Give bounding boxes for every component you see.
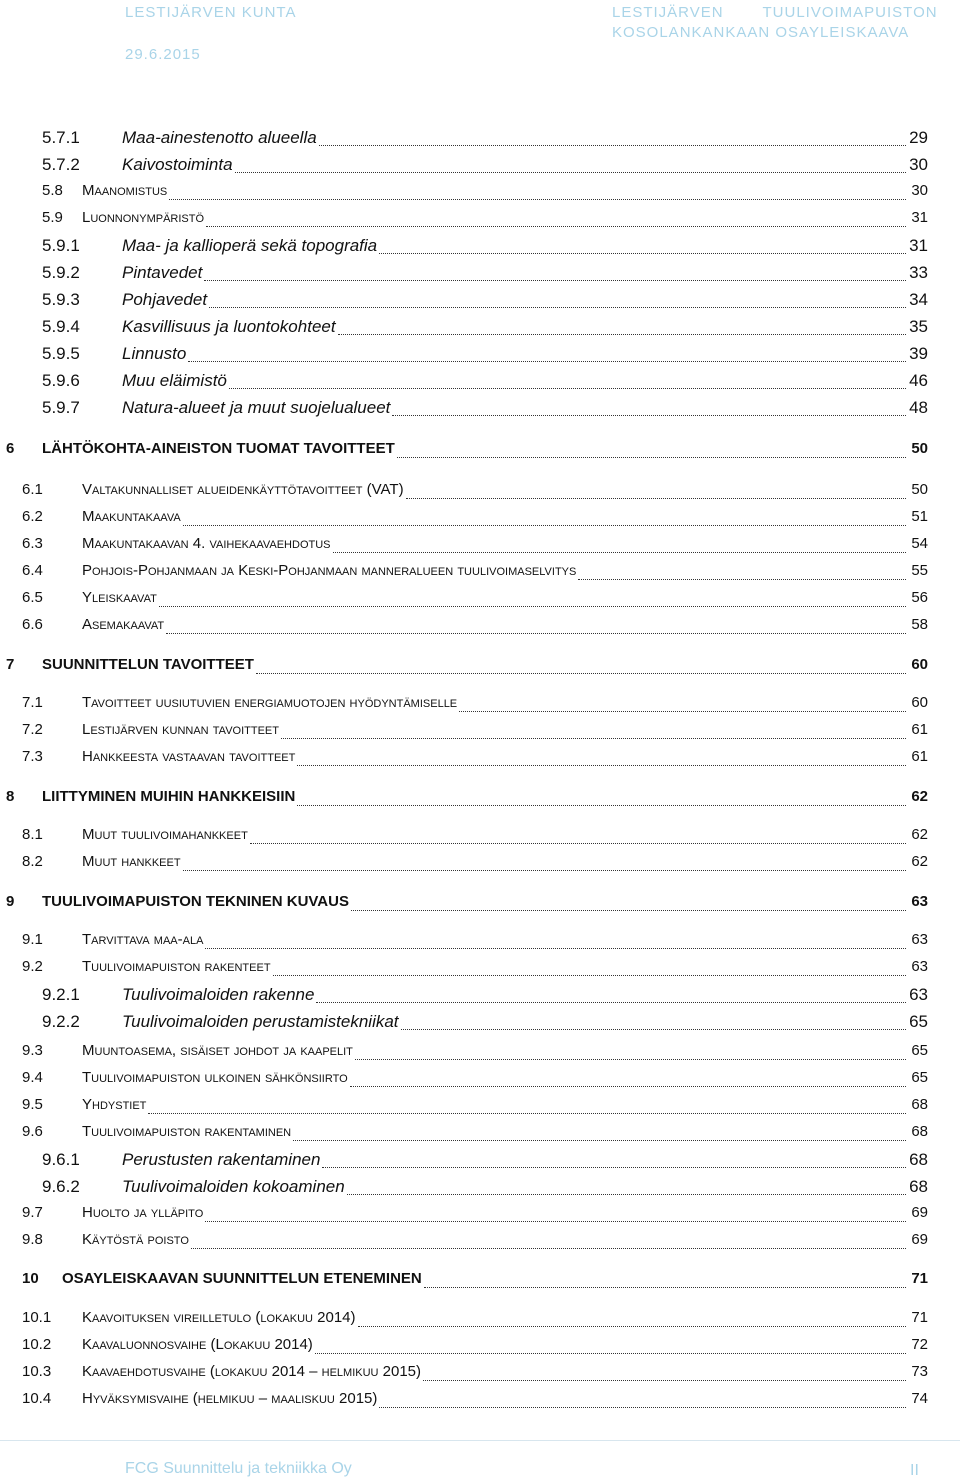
toc-entry[interactable] xyxy=(42,182,928,204)
toc-entry[interactable] xyxy=(42,371,928,393)
toc-entry-number: 9.6 xyxy=(22,1123,43,1140)
toc-entry[interactable] xyxy=(42,155,928,177)
toc-entry[interactable] xyxy=(22,826,928,848)
toc-dot-leader xyxy=(235,171,906,173)
toc-entry-page: 39 xyxy=(909,344,928,363)
toc-entry-page: 55 xyxy=(911,562,928,579)
toc-entry-title: Muut tuulivoimahankkeet xyxy=(82,826,248,843)
toc-entry-title: Huolto ja ylläpito xyxy=(82,1204,204,1221)
toc-entry-page: 65 xyxy=(909,1012,928,1031)
toc-entry-number: 8.1 xyxy=(22,826,43,843)
toc-entry-number: 5.9.7 xyxy=(42,398,80,417)
toc-entry-title: Maa- ja kallioperä sekä topografia xyxy=(122,236,378,255)
toc-entry-number: 9.5 xyxy=(22,1096,43,1113)
toc-entry[interactable] xyxy=(42,398,928,420)
toc-dot-leader xyxy=(204,279,906,281)
toc-entry-page: 68 xyxy=(911,1096,928,1113)
toc-entry-title: Kasvillisuus ja luontokohteet xyxy=(122,317,336,336)
toc-dot-leader xyxy=(347,1193,906,1195)
toc-entry-title: LIITTYMINEN MUIHIN HANKKEISIIN xyxy=(42,788,296,805)
toc-dot-leader xyxy=(169,198,906,200)
toc-entry-page: 30 xyxy=(911,182,928,199)
toc-entry[interactable] xyxy=(22,1390,928,1412)
toc-entry-number: 7.1 xyxy=(22,694,43,711)
toc-entry-title: OSAYLEISKAAVAN SUUNNITTELUN ETENEMINEN xyxy=(62,1270,422,1287)
toc-dot-leader xyxy=(333,551,906,553)
toc-entry-number: 7 xyxy=(6,656,15,673)
toc-entry-number: 6.3 xyxy=(22,535,43,552)
toc-entry-page: 60 xyxy=(911,694,928,711)
toc-entry-number: 8.2 xyxy=(22,853,43,870)
toc-entry-title: Kaavaehdotusvaihe (lokakuu 2014 – helmikuu 2015) xyxy=(82,1363,422,1380)
toc-entry[interactable] xyxy=(6,788,928,810)
footer-divider xyxy=(0,1440,960,1441)
toc-entry-number: 9.6.2 xyxy=(42,1177,80,1196)
toc-entry[interactable] xyxy=(42,290,928,312)
toc-entry[interactable] xyxy=(6,440,928,462)
toc-entry-number: 5.9.3 xyxy=(42,290,80,309)
toc-entry-title: Hankkeesta vastaavan tavoitteet xyxy=(82,748,296,765)
toc-entry-title: Muut hankkeet xyxy=(82,853,181,870)
header-date: 29.6.2015 xyxy=(125,46,201,63)
toc-dot-leader xyxy=(316,1001,906,1003)
toc-dot-leader xyxy=(401,1028,906,1030)
toc-entry-title: SUUNNITTELUN TAVOITTEET xyxy=(42,656,254,673)
toc-entry-title: Valtakunnalliset alueidenkäyttötavoitteet (VAT) xyxy=(82,481,404,498)
header-project-title: LESTIJÄRVEN TUULIVOIMAPUISTON xyxy=(612,4,938,21)
toc-entry-number: 6.4 xyxy=(22,562,43,579)
toc-entry-title: Kaivostoiminta xyxy=(122,155,233,174)
toc-entry-title: Pintavedet xyxy=(122,263,203,282)
toc-dot-leader xyxy=(315,1352,906,1354)
toc-dot-leader xyxy=(297,764,906,766)
toc-dot-leader xyxy=(256,672,906,674)
footer-page-number: II xyxy=(910,1462,919,1479)
toc-entry-page: 33 xyxy=(909,263,928,282)
header-municipality: LESTIJÄRVEN KUNTA xyxy=(125,4,297,21)
toc-dot-leader xyxy=(183,869,906,871)
toc-entry-title: Pohjois-Pohjanmaan ja Keski-Pohjanmaan manneralueen tuulivoimaselvitys xyxy=(82,562,577,579)
toc-entry[interactable] xyxy=(22,1204,928,1226)
toc-entry[interactable] xyxy=(22,616,928,638)
toc-entry-number: 7.3 xyxy=(22,748,43,765)
toc-entry-page: 71 xyxy=(911,1309,928,1326)
toc-entry[interactable] xyxy=(22,535,928,557)
toc-entry[interactable] xyxy=(22,562,928,584)
toc-entry[interactable] xyxy=(22,748,928,770)
toc-entry[interactable] xyxy=(22,1336,928,1358)
toc-entry-page: 31 xyxy=(909,236,928,255)
toc-entry-number: 9.6.1 xyxy=(42,1150,80,1169)
toc-entry-page: 63 xyxy=(911,958,928,975)
toc-entry-number: 5.9 xyxy=(42,209,63,226)
toc-dot-leader xyxy=(183,524,906,526)
toc-dot-leader xyxy=(338,333,906,335)
toc-dot-leader xyxy=(206,225,906,227)
toc-entry[interactable] xyxy=(22,508,928,530)
toc-entry-page: 29 xyxy=(909,128,928,147)
toc-entry-title: Muu eläimistö xyxy=(122,371,227,390)
toc-entry-number: 6.1 xyxy=(22,481,43,498)
toc-dot-leader xyxy=(578,578,906,580)
toc-entry-page: 60 xyxy=(911,656,928,673)
toc-dot-leader xyxy=(159,605,906,607)
toc-entry-number: 10.3 xyxy=(22,1363,52,1380)
toc-dot-leader xyxy=(379,1406,906,1408)
toc-entry-title: TUULIVOIMAPUISTON TEKNINEN KUVAUS xyxy=(42,893,349,910)
toc-entry-number: 10.2 xyxy=(22,1336,52,1353)
toc-entry-number: 6.2 xyxy=(22,508,43,525)
toc-entry-page: 65 xyxy=(911,1069,928,1086)
toc-entry-title: Natura-alueet ja muut suojelualueet xyxy=(122,398,391,417)
toc-dot-leader xyxy=(205,947,906,949)
toc-dot-leader xyxy=(424,1286,906,1288)
toc-entry[interactable] xyxy=(22,958,928,980)
toc-dot-leader xyxy=(406,497,906,499)
toc-entry-number: 9.1 xyxy=(22,931,43,948)
toc-entry-number: 9.3 xyxy=(22,1042,43,1059)
toc-entry[interactable] xyxy=(22,1270,928,1292)
toc-entry-title: Tuulivoimaloiden rakenne xyxy=(122,985,315,1004)
toc-entry-page: 69 xyxy=(911,1204,928,1221)
toc-entry-page: 63 xyxy=(911,893,928,910)
toc-dot-leader xyxy=(209,306,906,308)
toc-entry-title: Perustusten rakentaminen xyxy=(122,1150,321,1169)
toc-entry-title: Tuulivoimapuiston rakenteet xyxy=(82,958,271,975)
toc-entry-title: Hyväksymisvaihe (helmikuu – maaliskuu 2015) xyxy=(82,1390,378,1407)
toc-entry[interactable] xyxy=(22,1363,928,1385)
toc-entry-page: 62 xyxy=(911,788,928,805)
toc-entry-title: Yleiskaavat xyxy=(82,589,157,606)
toc-entry-number: 5.9.5 xyxy=(42,344,80,363)
toc-entry-number: 9.8 xyxy=(22,1231,43,1248)
toc-entry[interactable] xyxy=(22,1042,928,1064)
toc-dot-leader xyxy=(379,252,906,254)
toc-entry-title: Tuulivoimapuiston rakentaminen xyxy=(82,1123,292,1140)
toc-entry[interactable] xyxy=(22,853,928,875)
toc-entry-page: 68 xyxy=(911,1123,928,1140)
toc-dot-leader xyxy=(250,842,906,844)
toc-dot-leader xyxy=(205,1220,906,1222)
toc-entry-title: Maakuntakaavan 4. vaihekaavaehdotus xyxy=(82,535,331,552)
toc-entry[interactable] xyxy=(22,694,928,716)
toc-entry-page: 63 xyxy=(911,931,928,948)
toc-entry-page: 63 xyxy=(909,985,928,1004)
toc-dot-leader xyxy=(148,1112,906,1114)
toc-entry[interactable] xyxy=(42,985,928,1007)
toc-entry-page: 31 xyxy=(911,209,928,226)
toc-dot-leader xyxy=(293,1139,906,1141)
toc-entry-title: Maakuntakaava xyxy=(82,508,181,525)
toc-entry-number: 5.7.2 xyxy=(42,155,80,174)
toc-entry-page: 51 xyxy=(911,508,928,525)
toc-dot-leader xyxy=(350,1085,906,1087)
toc-entry-number: 8 xyxy=(6,788,15,805)
toc-entry-title: Tarvittava maa-ala xyxy=(82,931,204,948)
toc-entry-number: 9.2.2 xyxy=(42,1012,80,1031)
toc-entry-title: Linnusto xyxy=(122,344,187,363)
toc-entry[interactable] xyxy=(42,209,928,231)
toc-entry-title: Luonnonympäristö xyxy=(82,209,205,226)
toc-entry[interactable] xyxy=(42,1012,928,1034)
toc-entry[interactable] xyxy=(22,721,928,743)
footer-company: FCG Suunnittelu ja tekniikka Oy xyxy=(125,1460,352,1477)
toc-entry-number: 9 xyxy=(6,893,15,910)
toc-entry-title: Lestijärven kunnan tavoitteet xyxy=(82,721,279,738)
toc-entry-page: 72 xyxy=(911,1336,928,1353)
toc-entry[interactable] xyxy=(22,1231,928,1253)
toc-dot-leader xyxy=(188,360,906,362)
toc-entry-number: 9.4 xyxy=(22,1069,43,1086)
toc-entry-title: Muuntoasema, sisäiset johdot ja kaapelit xyxy=(82,1042,353,1059)
toc-entry-page: 61 xyxy=(911,748,928,765)
toc-entry-title: Käytöstä poisto xyxy=(82,1231,189,1248)
toc-dot-leader xyxy=(166,632,906,634)
toc-dot-leader xyxy=(191,1247,906,1249)
toc-dot-leader xyxy=(351,909,906,911)
toc-entry[interactable] xyxy=(22,1096,928,1118)
toc-entry-page: 62 xyxy=(911,853,928,870)
toc-entry-page: 54 xyxy=(911,535,928,552)
toc-entry-page: 50 xyxy=(911,440,928,457)
toc-entry-page: 68 xyxy=(909,1150,928,1169)
toc-entry-page: 50 xyxy=(911,481,928,498)
toc-entry[interactable] xyxy=(42,1177,928,1199)
toc-entry-title: Kaavaluonnosvaihe (Lokakuu 2014) xyxy=(82,1336,313,1353)
toc-entry[interactable] xyxy=(22,589,928,611)
toc-entry-page: 56 xyxy=(911,589,928,606)
toc-entry[interactable] xyxy=(42,236,928,258)
header-project-subtitle: KOSOLANKANKAAN OSAYLEISKAAVA xyxy=(612,24,910,41)
toc-dot-leader xyxy=(281,737,906,739)
toc-entry[interactable] xyxy=(6,656,928,678)
toc-entry-page: 73 xyxy=(911,1363,928,1380)
toc-entry-number: 9.2 xyxy=(22,958,43,975)
toc-entry-page: 71 xyxy=(911,1270,928,1287)
toc-dot-leader xyxy=(229,387,906,389)
toc-entry-title: Yhdystiet xyxy=(82,1096,147,1113)
toc-dot-leader xyxy=(358,1325,906,1327)
toc-entry-title: Maa-ainestenotto alueella xyxy=(122,128,317,147)
toc-entry[interactable] xyxy=(42,344,928,366)
toc-entry-page: 74 xyxy=(911,1390,928,1407)
toc-dot-leader xyxy=(397,456,906,458)
toc-entry-number: 9.2.1 xyxy=(42,985,80,1004)
toc-entry[interactable] xyxy=(22,931,928,953)
toc-entry-page: 46 xyxy=(909,371,928,390)
toc-entry[interactable] xyxy=(22,1309,928,1331)
toc-dot-leader xyxy=(273,974,906,976)
toc-dot-leader xyxy=(392,414,906,416)
toc-entry-number: 10.4 xyxy=(22,1390,52,1407)
toc-entry-page: 62 xyxy=(911,826,928,843)
toc-entry-page: 69 xyxy=(911,1231,928,1248)
toc-entry[interactable] xyxy=(22,1123,928,1145)
toc-entry-number: 5.9.2 xyxy=(42,263,80,282)
toc-entry-number: 5.7.1 xyxy=(42,128,80,147)
toc-entry-number: 5.9.1 xyxy=(42,236,80,255)
toc-entry-page: 48 xyxy=(909,398,928,417)
toc-entry[interactable] xyxy=(42,317,928,339)
toc-entry-number: 5.9.4 xyxy=(42,317,80,336)
toc-entry-number: 9.7 xyxy=(22,1204,43,1221)
toc-dot-leader xyxy=(297,804,906,806)
toc-dot-leader xyxy=(355,1058,906,1060)
toc-entry-page: 68 xyxy=(909,1177,928,1196)
toc-entry-title: Tuulivoimapuiston ulkoinen sähkönsiirto xyxy=(82,1069,348,1086)
toc-entry-page: 34 xyxy=(909,290,928,309)
toc-entry-number: 10.1 xyxy=(22,1309,52,1326)
toc-entry[interactable] xyxy=(42,263,928,285)
toc-entry-number: 5.9.6 xyxy=(42,371,80,390)
toc-entry-page: 58 xyxy=(911,616,928,633)
toc-dot-leader xyxy=(459,710,906,712)
toc-entry-page: 35 xyxy=(909,317,928,336)
toc-entry[interactable] xyxy=(22,481,928,503)
toc-entry[interactable] xyxy=(22,1069,928,1091)
toc-dot-leader xyxy=(322,1166,906,1168)
toc-entry-page: 30 xyxy=(909,155,928,174)
toc-entry[interactable] xyxy=(42,1150,928,1172)
toc-entry-title: Tuulivoimaloiden kokoaminen xyxy=(122,1177,345,1196)
toc-entry-title: Tavoitteet uusiutuvien energiamuotojen hyödyntämiselle xyxy=(82,694,458,711)
toc-entry-page: 61 xyxy=(911,721,928,738)
toc-entry-number: 6.5 xyxy=(22,589,43,606)
toc-dot-leader xyxy=(319,144,906,146)
toc-entry[interactable] xyxy=(6,893,928,915)
toc-entry-title: Maanomistus xyxy=(82,182,168,199)
toc-dot-leader xyxy=(423,1379,906,1381)
toc-entry[interactable] xyxy=(42,128,928,150)
toc-entry-title: Kaavoituksen vireilletulo (lokakuu 2014) xyxy=(82,1309,356,1326)
toc-entry-number: 7.2 xyxy=(22,721,43,738)
toc-entry-number: 10 xyxy=(22,1270,39,1287)
toc-entry-number: 5.8 xyxy=(42,182,63,199)
toc-entry-number: 6.6 xyxy=(22,616,43,633)
toc-entry-number: 6 xyxy=(6,440,15,457)
toc-entry-page: 65 xyxy=(911,1042,928,1059)
toc-entry-title: Pohjavedet xyxy=(122,290,208,309)
toc-entry-title: Asemakaavat xyxy=(82,616,165,633)
toc-entry-title: LÄHTÖKOHTA-AINEISTON TUOMAT TAVOITTEET xyxy=(42,440,395,457)
toc-entry-title: Tuulivoimaloiden perustamistekniikat xyxy=(122,1012,399,1031)
